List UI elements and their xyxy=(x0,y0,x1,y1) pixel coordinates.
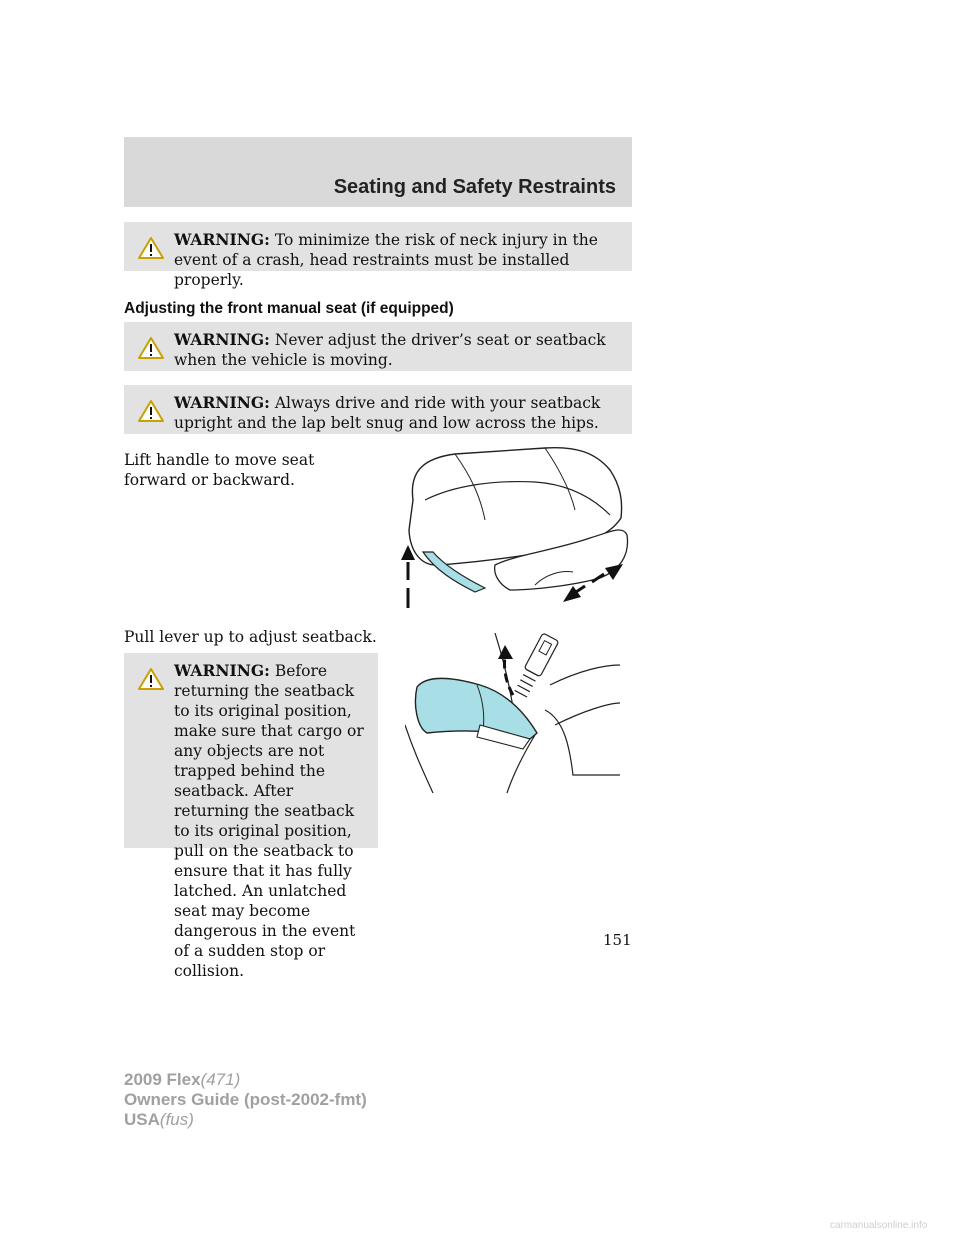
watermark: carmanualsonline.info xyxy=(830,1220,928,1231)
warning-text-4 xyxy=(174,661,370,981)
seatback-lever-illustration xyxy=(405,625,625,795)
warning-body: Always drive and ride with your seatback upright and the lap belt snug and low across the hips. xyxy=(174,394,601,432)
header-band xyxy=(124,137,632,207)
warning-box-1 xyxy=(124,222,632,289)
warning-body: To minimize the risk of neck injury in the event of a crash, head restraints must be installed properly. xyxy=(174,231,598,289)
footer-market: USA xyxy=(124,1110,160,1129)
warning-box-3 xyxy=(124,385,632,434)
seat-cushion-illustration xyxy=(395,440,630,615)
page-number: 151 xyxy=(603,931,632,949)
warning-triangle-icon xyxy=(138,667,164,691)
warning-body: Before returning the seatback to its original position, make sure that cargo or any objects are not trapped behind the seatback. After returning the seatback to its original position, pull on the seatback to ensure that it has fully latched. An unlatched seat may become dangerous in the event of a sudden stop or collision. xyxy=(174,662,364,980)
warning-box-4 xyxy=(124,653,378,980)
document-footer xyxy=(124,1070,367,1130)
footer-line-3 xyxy=(124,1110,367,1130)
warning-triangle-icon xyxy=(138,336,164,360)
footer-guide: Owners Guide (post-2002-fmt) xyxy=(124,1090,367,1109)
warning-label: WARNING: xyxy=(174,661,270,680)
footer-model: 2009 Flex xyxy=(124,1070,201,1089)
footer-line-1 xyxy=(124,1070,367,1090)
warning-label: WARNING: xyxy=(174,330,270,349)
footer-model-code: (471) xyxy=(200,1070,241,1089)
section-heading: Adjusting the front manual seat (if equipped) xyxy=(124,300,454,317)
warning-text-1 xyxy=(174,230,620,290)
warning-box-2 xyxy=(124,322,632,371)
warning-triangle-icon xyxy=(138,399,164,423)
warning-label: WARNING: xyxy=(174,393,270,412)
warning-triangle-icon xyxy=(138,236,164,260)
warning-label: WARNING: xyxy=(174,230,270,249)
warning-text-2 xyxy=(174,330,620,370)
lift-handle-paragraph: Lift handle to move seat forward or backward. xyxy=(124,451,315,489)
page-title: Seating and Safety Restraints xyxy=(333,176,616,198)
footer-line-2 xyxy=(124,1090,367,1110)
pull-lever-paragraph: Pull lever up to adjust seatback. xyxy=(124,628,377,646)
warning-body: Never adjust the driver’s seat or seatback when the vehicle is moving. xyxy=(174,331,606,369)
footer-market-code: (fus) xyxy=(159,1110,194,1129)
warning-text-3 xyxy=(174,393,620,433)
